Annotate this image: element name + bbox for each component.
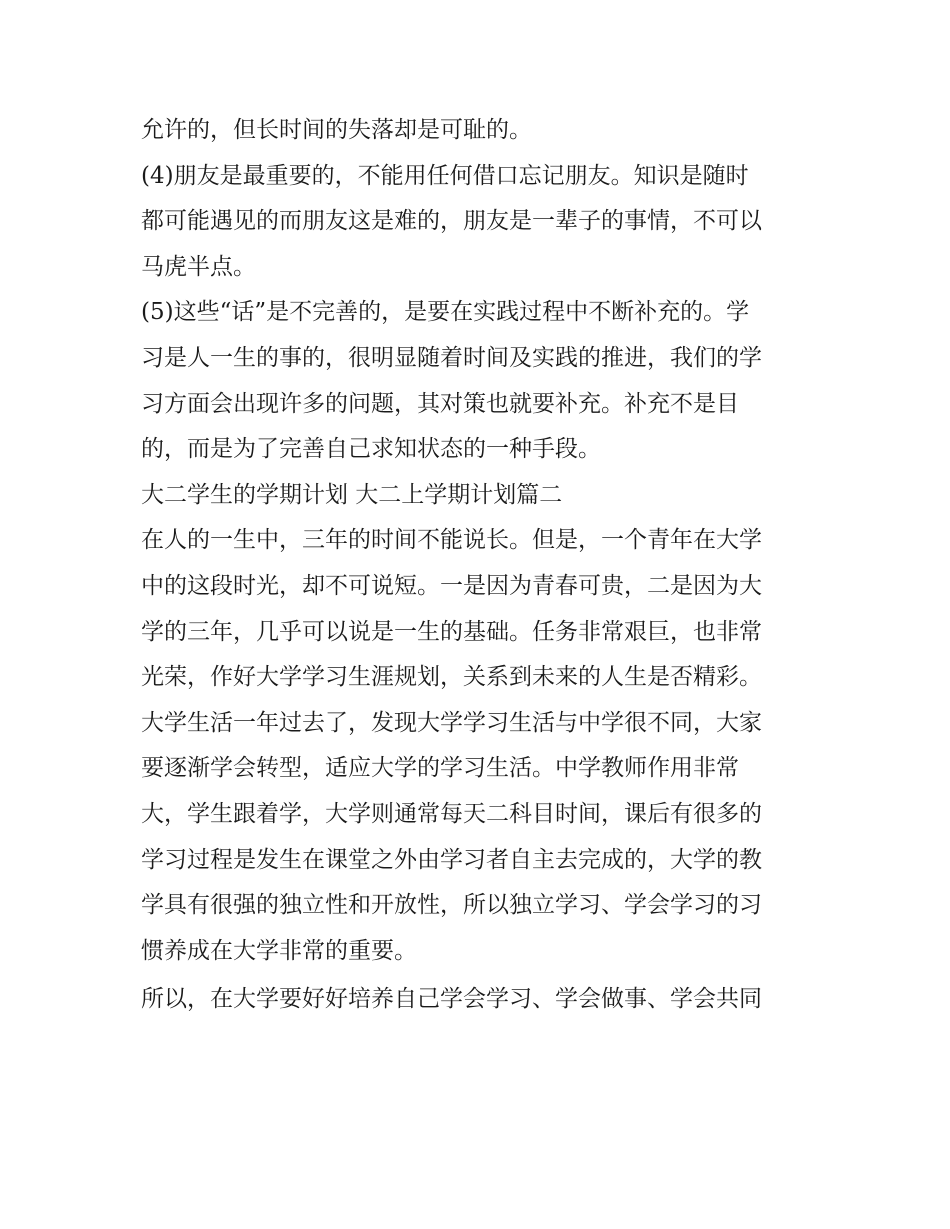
section-heading: 大二学生的学期计划 大二上学期计划篇二 <box>141 481 563 508</box>
text-line: 习方面会出现许多的问题，其对策也就要补充。补充不是目 <box>141 390 739 417</box>
text-line: 在人的一生中，三年的时间不能说长。但是，一个青年在大学 <box>141 527 762 554</box>
text-line: 学具有很强的独立性和开放性，所以独立学习、学会学习的习 <box>141 892 762 919</box>
text-line: 惯养成在大学非常的重要。 <box>141 937 417 964</box>
text-line: (4)朋友是最重要的，不能用任何借口忘记朋友。知识是随时 <box>141 162 749 189</box>
text-line: 马虎半点。 <box>141 253 256 280</box>
text-line: 学的三年，几乎可以说是一生的基础。任务非常艰巨，也非常 <box>141 618 762 645</box>
text-line: 大，学生跟着学，大学则通常每天二科目时间，课后有很多的 <box>141 800 762 827</box>
text-line: 的，而是为了完善自己求知状态的一种手段。 <box>141 436 601 463</box>
text-line: 要逐渐学会转型，适应大学的学习生活。中学教师作用非常 <box>141 755 739 782</box>
text-line: 光荣，作好大学学习生涯规划，关系到未来的人生是否精彩。 <box>141 664 762 691</box>
text-line: 学习过程是发生在课堂之外由学习者自主去完成的，大学的教 <box>141 846 762 873</box>
text-line: 允许的，但长时间的失落却是可耻的。 <box>141 117 532 143</box>
text-line: 都可能遇见的而朋友这是难的，朋友是一辈子的事情，不可以 <box>141 208 762 235</box>
document-body <box>141 108 821 1023</box>
text-line: (5)这些“话”是不完善的，是要在实践过程中不断补充的。学 <box>141 299 750 326</box>
text-line: 中的这段时光，却不可说短。一是因为青春可贵，二是因为大 <box>141 572 762 599</box>
text-line: 所以，在大学要好好培养自己学会学习、学会做事、学会共同 <box>141 986 762 1013</box>
text-line: 大学生活一年过去了，发现大学学习生活与中学很不同，大家 <box>141 709 762 736</box>
text-line: 习是人一生的事的，很明显随着时间及实践的推进，我们的学 <box>141 344 762 371</box>
